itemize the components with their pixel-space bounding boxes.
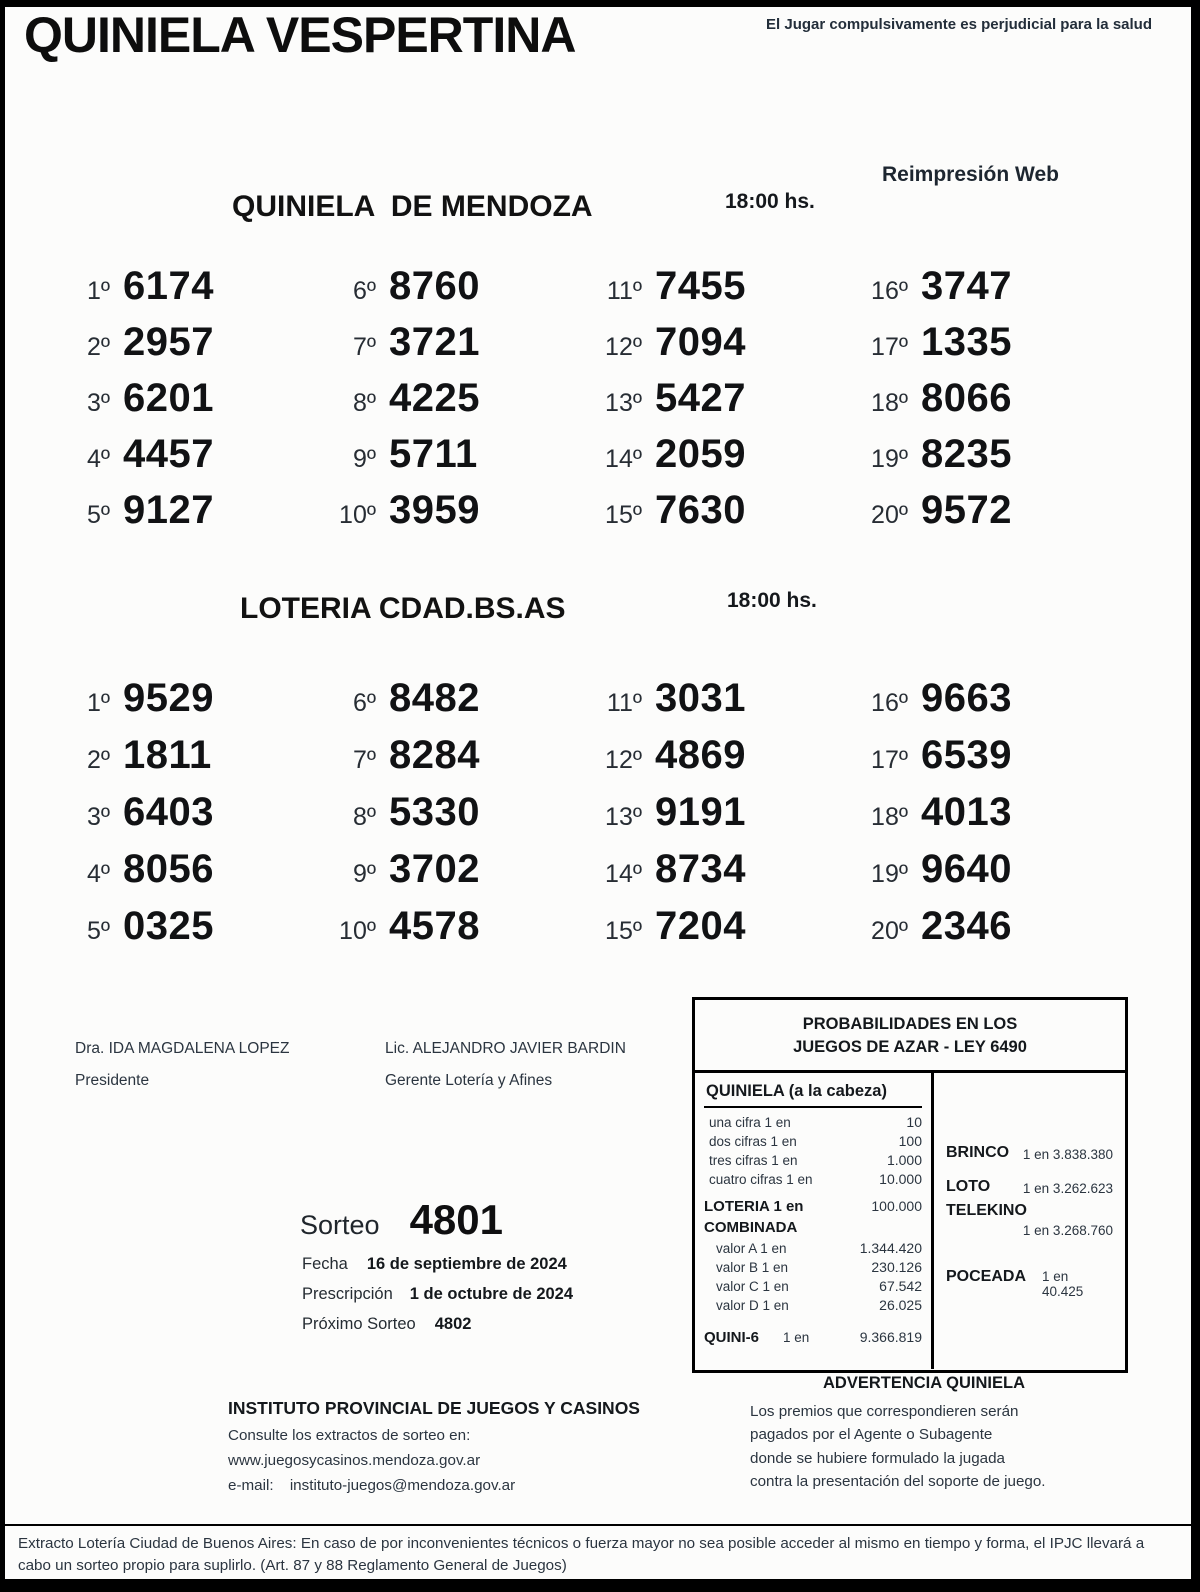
probabilities-left-column (695, 1073, 934, 1369)
odds-value: 26.025 (879, 1297, 922, 1313)
poceada-value: 1 en 40.425 (1042, 1269, 1084, 1299)
result-number: 2346 (921, 904, 1012, 948)
result-position: 13º (605, 803, 642, 831)
result-number: 8482 (389, 676, 480, 720)
result-number: 6403 (123, 790, 214, 834)
loto-label: LOTO (946, 1178, 991, 1195)
result-position: 17º (871, 333, 908, 361)
combinada-header: COMBINADA (704, 1219, 798, 1236)
quiniela-odds-row (704, 1132, 922, 1151)
combinada-odds-row (704, 1258, 922, 1277)
result-position: 18º (871, 803, 908, 831)
bsas-draw-time: 18:00 hs. (727, 589, 817, 612)
odds-label: valor A 1 en (716, 1241, 787, 1256)
advertencia-section (718, 1374, 1130, 1494)
result-cell (588, 847, 854, 904)
result-position: 12º (605, 746, 642, 774)
instituto-name: INSTITUTO PROVINCIAL DE JUEGOS Y CASINOS (228, 1398, 640, 1418)
telekino-label: TELEKINO (946, 1202, 1027, 1219)
result-number: 7630 (655, 488, 746, 532)
odds-label: cuatro cifras 1 en (709, 1172, 813, 1187)
brinco-label: BRINCO (946, 1144, 1010, 1161)
result-cell (854, 790, 1120, 847)
result-position: 4º (86, 445, 110, 473)
official-role: Presidente (75, 1072, 150, 1089)
result-number: 3031 (655, 676, 746, 720)
prescription-line (302, 1285, 573, 1304)
result-position: 7º (352, 333, 376, 361)
result-cell (56, 733, 322, 790)
result-position: 2º (86, 746, 110, 774)
result-cell (588, 376, 854, 432)
result-position: 14º (605, 445, 642, 473)
combinada-odds-rows (704, 1239, 922, 1315)
result-number: 9572 (921, 488, 1012, 532)
footer-note: Extracto Lotería Ciudad de Buenos Aires: En caso de por inconvenientes técnicos o fuerza mayor no sea posible acceder al mismo en tiempo y forma, el IPJC llevará a cabo un sorteo propio para suplirlo. (Art. 87 y 88 Reglamento General de Juegos) (5, 1524, 1191, 1577)
result-position: 5º (86, 917, 110, 945)
result-cell (854, 676, 1120, 733)
quiniela-odds-row (704, 1113, 922, 1132)
result-position: 1º (86, 277, 110, 305)
result-position: 10º (339, 917, 376, 945)
official-name: Dra. IDA MAGDALENA LOPEZ (75, 1040, 290, 1057)
result-number: 8760 (389, 264, 480, 308)
result-number: 3702 (389, 847, 480, 891)
quini6-label: QUINI-6 (704, 1329, 760, 1346)
combinada-odds-row (704, 1277, 922, 1296)
quiniela-odds-row (704, 1170, 922, 1189)
brinco-odds-row (946, 1144, 1113, 1162)
draw-number-label: Sorteo (300, 1210, 380, 1240)
result-cell (854, 904, 1120, 961)
reprint-web-label: Reimpresión Web (882, 163, 1059, 186)
telekino-value: 1 en 3.268.760 (1022, 1223, 1113, 1238)
quini6-odds-row (704, 1329, 922, 1346)
result-number: 9663 (921, 676, 1012, 720)
result-cell (854, 320, 1120, 376)
combinada-odds-row (704, 1239, 922, 1258)
odds-value: 10.000 (879, 1171, 922, 1187)
result-position: 19º (871, 860, 908, 888)
result-number: 5330 (389, 790, 480, 834)
result-position: 15º (605, 917, 642, 945)
result-position: 14º (605, 860, 642, 888)
quini6-value: 9.366.819 (859, 1329, 922, 1345)
result-number: 3721 (389, 320, 480, 364)
bsas-results-grid (56, 676, 1120, 961)
quiniela-odds-rows (704, 1113, 922, 1189)
quiniela-odds-header: QUINIELA (a la cabeza) (704, 1080, 922, 1108)
instituto-email-line (228, 1477, 640, 1494)
result-cell (854, 432, 1120, 488)
result-cell (322, 264, 588, 320)
official-role: Gerente Lotería y Afines (385, 1072, 553, 1089)
mendoza-results-grid (56, 264, 1120, 544)
result-cell (588, 264, 854, 320)
result-cell (322, 320, 588, 376)
result-position: 20º (871, 917, 908, 945)
odds-label: valor C 1 en (716, 1279, 789, 1294)
quini6-mid: 1 en (783, 1330, 810, 1345)
quiniela-odds-row (704, 1151, 922, 1170)
result-position: 8º (352, 803, 376, 831)
draw-date-label: Fecha (302, 1255, 348, 1273)
result-cell (588, 320, 854, 376)
loto-value: 1 en 3.262.623 (1022, 1181, 1113, 1196)
result-position: 6º (352, 689, 376, 717)
probabilities-title (695, 1000, 1125, 1073)
result-number: 3747 (921, 264, 1012, 308)
result-position: 3º (86, 803, 110, 831)
result-number: 5711 (389, 432, 478, 476)
result-number: 4578 (389, 904, 480, 948)
draw-number-value: 4801 (409, 1196, 503, 1243)
result-cell (322, 376, 588, 432)
result-number: 7455 (655, 264, 746, 308)
result-cell (322, 790, 588, 847)
result-number: 4869 (655, 733, 746, 777)
loto-odds-row (946, 1178, 1113, 1196)
page-title: QUINIELA VESPERTINA (24, 7, 576, 63)
result-position: 7º (352, 746, 376, 774)
result-number: 3959 (389, 488, 480, 532)
probabilities-right-column (934, 1073, 1125, 1369)
probabilities-title-line1: PROBABILIDADES EN LOS (802, 1015, 1018, 1033)
loteria-odds-value: 100.000 (871, 1198, 922, 1214)
result-cell (322, 904, 588, 961)
draw-date-value: 16 de septiembre de 2024 (366, 1255, 567, 1273)
result-cell (588, 790, 854, 847)
result-cell (56, 488, 322, 544)
result-number: 8056 (123, 847, 214, 891)
result-position: 2º (86, 333, 110, 361)
result-position: 8º (352, 389, 376, 417)
next-draw-value: 4802 (434, 1315, 472, 1333)
email-value: instituto-juegos@mendoza.gov.ar (289, 1477, 516, 1494)
result-position: 11º (606, 277, 642, 305)
result-position: 12º (605, 333, 642, 361)
advertencia-line: donde se hubiere formulado la jugada (750, 1449, 1005, 1467)
result-number: 7094 (655, 320, 746, 364)
result-position: 10º (339, 501, 376, 529)
result-number: 8734 (655, 847, 746, 891)
prescription-value: 1 de octubre de 2024 (409, 1285, 574, 1303)
result-cell (322, 847, 588, 904)
odds-value: 1.000 (886, 1152, 922, 1168)
result-cell (854, 733, 1120, 790)
poceada-odds-row (946, 1268, 1113, 1299)
result-number: 8235 (921, 432, 1012, 476)
probabilities-title-line2: JUEGOS DE AZAR - LEY 6490 (793, 1038, 1027, 1056)
result-cell (854, 264, 1120, 320)
probabilities-body (695, 1073, 1125, 1369)
result-cell (322, 488, 588, 544)
result-position: 11º (606, 689, 642, 717)
result-position: 17º (871, 746, 908, 774)
result-number: 4225 (389, 376, 480, 420)
odds-value: 67.542 (879, 1278, 922, 1294)
mendoza-section-title: QUINIELA DE MENDOZA (232, 190, 593, 223)
email-label: e-mail: (228, 1477, 274, 1494)
odds-label: valor B 1 en (716, 1260, 789, 1275)
health-warning: El Jugar compulsivamente es perjudicial para la salud (766, 16, 1152, 33)
result-cell (56, 432, 322, 488)
result-cell (588, 676, 854, 733)
advertencia-line: pagados por el Agente o Subagente (750, 1426, 993, 1444)
official-president (75, 1040, 289, 1090)
result-cell (854, 488, 1120, 544)
result-number: 2059 (655, 432, 746, 476)
result-position: 18º (871, 389, 908, 417)
result-number: 9127 (123, 488, 214, 532)
probabilities-box (692, 997, 1128, 1373)
result-position: 15º (605, 501, 642, 529)
result-number: 2957 (123, 320, 214, 364)
result-number: 6539 (921, 733, 1012, 777)
draw-date-line (302, 1255, 567, 1274)
result-position: 5º (86, 501, 110, 529)
next-draw-line (302, 1315, 471, 1334)
result-number: 6174 (123, 264, 214, 308)
prescription-label: Prescripción (302, 1285, 393, 1303)
result-position: 9º (352, 860, 376, 888)
next-draw-label: Próximo Sorteo (302, 1315, 416, 1333)
result-number: 1811 (123, 733, 212, 777)
odds-label: valor D 1 en (716, 1298, 789, 1313)
result-cell (588, 733, 854, 790)
result-position: 1º (86, 689, 110, 717)
result-number: 1335 (921, 320, 1012, 364)
odds-value: 100 (898, 1133, 922, 1149)
result-position: 20º (871, 501, 908, 529)
result-number: 9640 (921, 847, 1012, 891)
odds-label: una cifra 1 en (709, 1115, 791, 1130)
instituto-section (228, 1398, 640, 1494)
bsas-section-title: LOTERIA CDAD.BS.AS (240, 592, 566, 625)
odds-value: 1.344.420 (859, 1240, 922, 1256)
result-cell (322, 676, 588, 733)
official-manager (385, 1040, 626, 1090)
odds-value: 10 (906, 1114, 922, 1130)
result-number: 8284 (389, 733, 480, 777)
result-cell (854, 376, 1120, 432)
result-position: 13º (605, 389, 642, 417)
draw-number-line (300, 1196, 503, 1244)
result-number: 5427 (655, 376, 746, 420)
poceada-label: POCEADA (946, 1268, 1027, 1285)
result-cell (56, 320, 322, 376)
result-cell (56, 676, 322, 733)
result-number: 7204 (655, 904, 746, 948)
result-number: 0325 (123, 904, 214, 948)
result-position: 19º (871, 445, 908, 473)
result-cell (322, 733, 588, 790)
odds-label: dos cifras 1 en (709, 1134, 797, 1149)
result-number: 4013 (921, 790, 1012, 834)
official-name: Lic. ALEJANDRO JAVIER BARDIN (385, 1040, 626, 1057)
advertencia-title: ADVERTENCIA QUINIELA (823, 1374, 1025, 1392)
result-position: 16º (871, 689, 908, 717)
result-position: 6º (352, 277, 376, 305)
result-cell (56, 264, 322, 320)
result-position: 4º (86, 860, 110, 888)
result-cell (56, 847, 322, 904)
advertencia-line: Los premios que correspondieren serán (750, 1403, 1019, 1420)
odds-value: 230.126 (871, 1259, 922, 1275)
result-cell (56, 904, 322, 961)
result-number: 8066 (921, 376, 1012, 420)
result-position: 16º (871, 277, 908, 305)
result-cell (322, 432, 588, 488)
odds-label: tres cifras 1 en (709, 1153, 798, 1168)
loteria-odds-label: LOTERIA 1 en (704, 1198, 804, 1215)
result-number: 6201 (123, 376, 214, 420)
result-cell (588, 904, 854, 961)
result-cell (56, 790, 322, 847)
mendoza-draw-time: 18:00 hs. (725, 190, 815, 213)
loteria-odds-row (704, 1198, 922, 1215)
result-cell (854, 847, 1120, 904)
result-cell (588, 488, 854, 544)
advertencia-line: contra la presentación del soporte de juego. (750, 1473, 1046, 1491)
result-number: 4457 (123, 432, 214, 476)
result-number: 9529 (123, 676, 214, 720)
result-cell (56, 376, 322, 432)
result-number: 9191 (655, 790, 746, 834)
instituto-consult-line: Consulte los extractos de sorteo en: (228, 1427, 471, 1444)
result-position: 3º (86, 389, 110, 417)
result-cell (588, 432, 854, 488)
instituto-website: www.juegosycasinos.mendoza.gov.ar (228, 1452, 481, 1469)
advertencia-lines (718, 1400, 1130, 1494)
result-position: 9º (352, 445, 376, 473)
brinco-value: 1 en 3.838.380 (1022, 1147, 1113, 1162)
combinada-odds-row (704, 1296, 922, 1315)
